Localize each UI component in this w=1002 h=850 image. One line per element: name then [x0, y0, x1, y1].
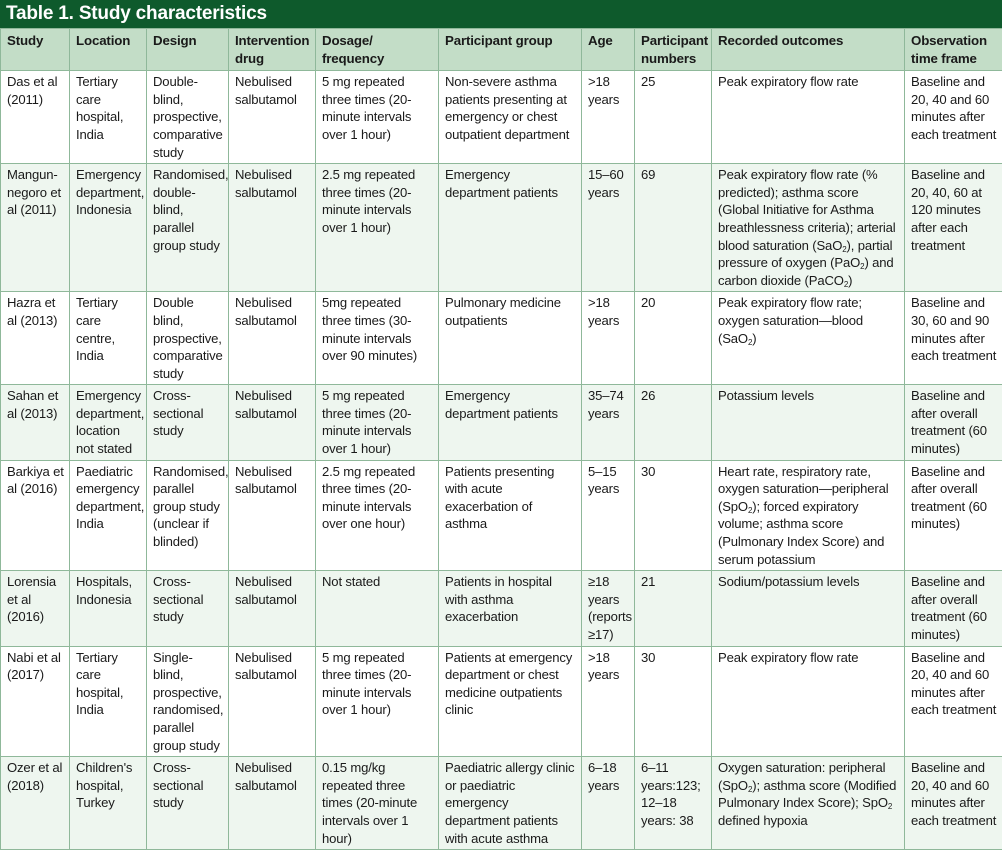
cell-participant-group: Emergency department patients	[439, 164, 582, 292]
table-row	[1, 385, 1002, 460]
cell-intervention-drug: Nebulised salbutamol	[229, 292, 316, 385]
cell-location: Tertiary care hospital, India	[70, 71, 147, 164]
cell-location: Tertiary care hospital, India	[70, 646, 147, 757]
cell-dosage-frequency: 5 mg repeated three times (20-minute intervals over 1 hour)	[316, 385, 439, 460]
cell-age: 35–74 years	[582, 385, 635, 460]
header-row	[1, 29, 1002, 71]
column-header-study: Study	[1, 29, 70, 71]
cell-recorded-outcomes: Peak expiratory flow rate	[712, 71, 905, 164]
cell-dosage-frequency: 5 mg repeated three times (20-minute intervals over 1 hour)	[316, 71, 439, 164]
column-header-dosage-frequency: Dosage/ frequency	[316, 29, 439, 71]
cell-recorded-outcomes: Potassium levels	[712, 385, 905, 460]
cell-design: Double-blind, prospective, comparative study	[147, 71, 229, 164]
cell-location: Emergency department, Indonesia	[70, 164, 147, 292]
cell-study: Lorensia et al (2016)	[1, 571, 70, 646]
cell-dosage-frequency: 5 mg repeated three times (20-minute intervals over 1 hour)	[316, 646, 439, 757]
cell-participant-group: Paediatric allergy clinic or paediatric emergency department patients with acute asthma	[439, 757, 582, 850]
cell-study: Nabi et al (2017)	[1, 646, 70, 757]
cell-observation-time-frame: Baseline and 20, 40 and 60 minutes after each treatment	[905, 71, 1002, 164]
cell-observation-time-frame: Baseline and after overall treatment (60 minutes)	[905, 385, 1002, 460]
study-characteristics-table	[0, 28, 1002, 850]
column-header-recorded-outcomes: Recorded outcomes	[712, 29, 905, 71]
cell-dosage-frequency: 2.5 mg repeated three times (20-minute intervals over one hour)	[316, 460, 439, 571]
cell-age: >18 years	[582, 71, 635, 164]
cell-participant-numbers: 20	[635, 292, 712, 385]
cell-design: Single-blind, prospective, randomised, parallel group study	[147, 646, 229, 757]
cell-participant-group: Patients in hospital with asthma exacerbation	[439, 571, 582, 646]
table-title: Table 1. Study characteristics	[0, 0, 1002, 28]
cell-recorded-outcomes: Peak expiratory flow rate (% predicted); asthma score (Global Initiative for Asthma breathlessness criteria); arterial blood saturation (SaO$_2$), partial pressure of oxygen (PaO$_2$) and carbon dioxide (PaCO$_2$)	[712, 164, 905, 292]
cell-age: 15–60 years	[582, 164, 635, 292]
cell-study: Sahan et al (2013)	[1, 385, 70, 460]
cell-intervention-drug: Nebulised salbutamol	[229, 164, 316, 292]
cell-observation-time-frame: Baseline and after overall treatment (60 minutes)	[905, 460, 1002, 571]
cell-observation-time-frame: Baseline and 20, 40 and 60 minutes after each treatment	[905, 646, 1002, 757]
table-row	[1, 460, 1002, 571]
cell-design: Double blind, prospective, comparative study	[147, 292, 229, 385]
cell-participant-group: Non-severe asthma patients presenting at emergency or chest outpatient department	[439, 71, 582, 164]
cell-recorded-outcomes: Sodium/potassium levels	[712, 571, 905, 646]
column-header-participant-group: Participant group	[439, 29, 582, 71]
table-row	[1, 757, 1002, 850]
table-row	[1, 71, 1002, 164]
cell-age: >18 years	[582, 646, 635, 757]
cell-recorded-outcomes: Peak expiratory flow rate; oxygen saturation—blood (SaO$_2$)	[712, 292, 905, 385]
cell-study: Mangun-negoro et al (2011)	[1, 164, 70, 292]
cell-design: Cross-sectional study	[147, 571, 229, 646]
cell-observation-time-frame: Baseline and 20, 40, 60 at 120 minutes after each treatment	[905, 164, 1002, 292]
column-header-design: Design	[147, 29, 229, 71]
cell-participant-numbers: 6–11 years:123; 12–18 years: 38	[635, 757, 712, 850]
cell-study: Das et al (2011)	[1, 71, 70, 164]
cell-intervention-drug: Nebulised salbutamol	[229, 646, 316, 757]
table-row	[1, 164, 1002, 292]
table-row	[1, 292, 1002, 385]
cell-intervention-drug: Nebulised salbutamol	[229, 460, 316, 571]
cell-dosage-frequency: 0.15 mg/kg repeated three times (20-minute intervals over 1 hour)	[316, 757, 439, 850]
cell-recorded-outcomes: Heart rate, respiratory rate, oxygen saturation—peripheral (SpO$_2$); forced expiratory volume; asthma score (Pulmonary Index Score) and serum potassium	[712, 460, 905, 571]
cell-study: Ozer et al (2018)	[1, 757, 70, 850]
cell-participant-group: Pulmonary medicine outpatients	[439, 292, 582, 385]
cell-age: >18 years	[582, 292, 635, 385]
cell-location: Hospitals, Indonesia	[70, 571, 147, 646]
cell-design: Randomised, double-blind, parallel group study	[147, 164, 229, 292]
column-header-observation-time-frame: Observation time frame	[905, 29, 1002, 71]
cell-age: 5–15 years	[582, 460, 635, 571]
column-header-age: Age	[582, 29, 635, 71]
cell-participant-group: Patients presenting with acute exacerbation of asthma	[439, 460, 582, 571]
cell-design: Cross-sectional study	[147, 757, 229, 850]
cell-location: Paediatric emergency department, India	[70, 460, 147, 571]
cell-participant-numbers: 25	[635, 71, 712, 164]
cell-location: Emergency department, location not stated	[70, 385, 147, 460]
table-row	[1, 646, 1002, 757]
cell-intervention-drug: Nebulised salbutamol	[229, 71, 316, 164]
cell-participant-numbers: 30	[635, 646, 712, 757]
cell-observation-time-frame: Baseline and 30, 60 and 90 minutes after each treatment	[905, 292, 1002, 385]
cell-design: Randomised, parallel group study (unclear if blinded)	[147, 460, 229, 571]
cell-intervention-drug: Nebulised salbutamol	[229, 385, 316, 460]
cell-location: Children's hospital, Turkey	[70, 757, 147, 850]
cell-observation-time-frame: Baseline and after overall treatment (60 minutes)	[905, 571, 1002, 646]
cell-study: Hazra et al (2013)	[1, 292, 70, 385]
table-row	[1, 571, 1002, 646]
cell-recorded-outcomes: Oxygen saturation: peripheral (SpO$_2$); asthma score (Modified Pulmonary Index Score); SpO$_2$ defined hypoxia	[712, 757, 905, 850]
column-header-intervention-drug: Intervention drug	[229, 29, 316, 71]
cell-participant-group: Patients at emergency department or chest medicine outpatients clinic	[439, 646, 582, 757]
cell-participant-numbers: 69	[635, 164, 712, 292]
cell-dosage-frequency: 2.5 mg repeated three times (20-minute intervals over 1 hour)	[316, 164, 439, 292]
column-header-location: Location	[70, 29, 147, 71]
cell-age: 6–18 years	[582, 757, 635, 850]
table-body	[1, 71, 1002, 850]
cell-intervention-drug: Nebulised salbutamol	[229, 571, 316, 646]
cell-participant-numbers: 30	[635, 460, 712, 571]
cell-age: ≥18 years (reports ≥17)	[582, 571, 635, 646]
cell-participant-group: Emergency department patients	[439, 385, 582, 460]
cell-participant-numbers: 26	[635, 385, 712, 460]
cell-dosage-frequency: 5mg repeated three times (30-minute intervals over 90 minutes)	[316, 292, 439, 385]
cell-dosage-frequency: Not stated	[316, 571, 439, 646]
cell-design: Cross-sectional study	[147, 385, 229, 460]
cell-observation-time-frame: Baseline and 20, 40 and 60 minutes after each treatment	[905, 757, 1002, 850]
cell-participant-numbers: 21	[635, 571, 712, 646]
cell-location: Tertiary care centre, India	[70, 292, 147, 385]
cell-study: Barkiya et al (2016)	[1, 460, 70, 571]
column-header-participant-numbers: Participant numbers	[635, 29, 712, 71]
cell-intervention-drug: Nebulised salbutamol	[229, 757, 316, 850]
cell-recorded-outcomes: Peak expiratory flow rate	[712, 646, 905, 757]
